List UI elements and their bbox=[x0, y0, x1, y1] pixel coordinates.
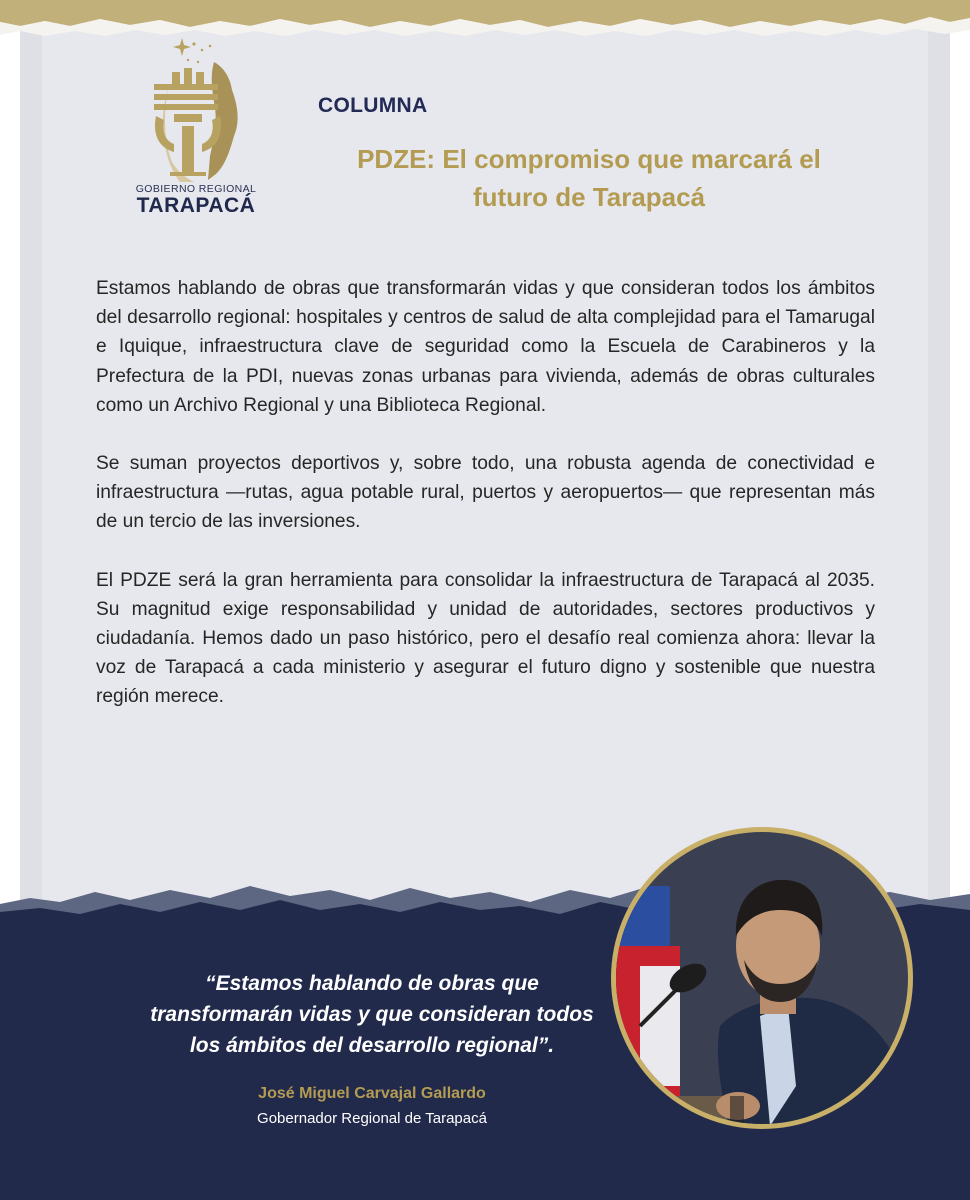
article-paragraph: Se suman proyectos deportivos y, sobre todo, una robusta agenda de conectividad e infraestructura —rutas, agua potable rural, puertos y aeropuertos— que representan más de un tercio de las inversiones. bbox=[96, 453, 875, 533]
pull-quote-line-2: transformarán vidas y que consideran todos bbox=[150, 1003, 594, 1026]
logo-caption-gobierno-regional: GOBIERNO REGIONAL bbox=[135, 183, 257, 195]
governor-portrait-photo bbox=[610, 826, 914, 1130]
article-paragraph: Estamos hablando de obras que transformarán vidas y que consideran todos los ámbitos del desarrollo regional: hospitales y centros de salud de alta complejidad para el Tamarugal e Iquique, infraestructura clave de seguridad como la Escuela de Carabineros y la Prefectura de la PDI, nuevas zonas urbanas para vivienda, además de obras culturales como un Archivo Regional y una Biblioteca Regional. bbox=[96, 278, 875, 416]
article-body bbox=[96, 274, 875, 741]
pull-quote-line-1: “Estamos hablando de obras que bbox=[205, 972, 539, 995]
headline-line-1: PDZE: El compromiso que marcará el bbox=[357, 144, 821, 174]
article-headline bbox=[318, 140, 860, 216]
quote-author-role: Gobernador Regional de Tarapacá bbox=[257, 1110, 487, 1127]
headline-line-2: futuro de Tarapacá bbox=[472, 182, 706, 212]
section-kicker: COLUMNA bbox=[318, 94, 428, 117]
pull-quote-line-3: los ámbitos del desarrollo regional”. bbox=[189, 1034, 555, 1057]
logo-caption-tarapaca: TARAPACÁ bbox=[136, 194, 256, 217]
article-paragraph: El PDZE será la gran herramienta para consolidar la infraestructura de Tarapacá al 2035. Su magnitud exige responsabilidad y unidad de autoridades, sectores productivos y ciudadanía. Hemos dado un paso histórico, pero el desafío real comienza ahora: llevar la voz de Tarapacá a cada ministerio y asegurar el futuro digno y sostenible que nuestra región merece. bbox=[96, 569, 875, 708]
quote-author: José Miguel Carvajal Gallardo bbox=[258, 1085, 486, 1102]
pull-quote bbox=[86, 968, 658, 1061]
